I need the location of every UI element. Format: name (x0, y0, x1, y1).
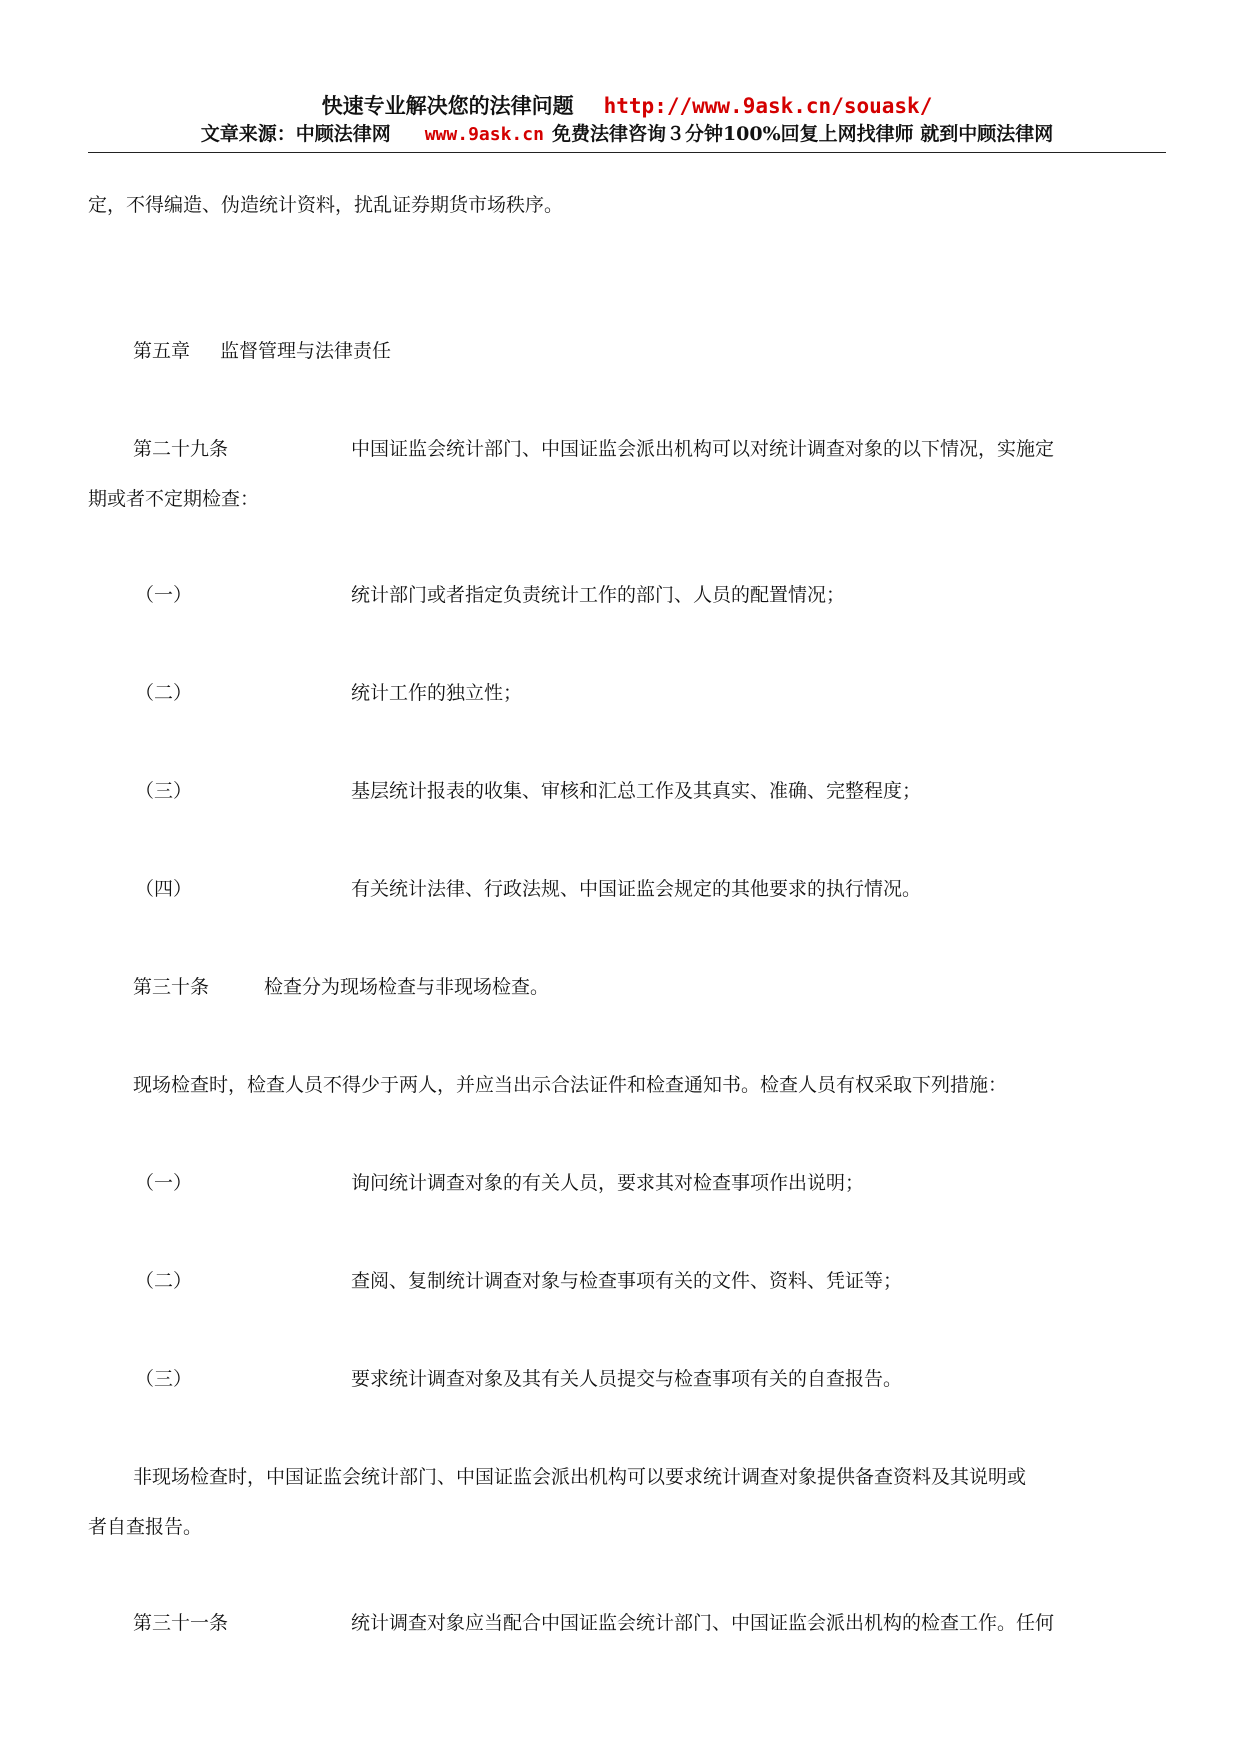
paragraph-onsite-inspection: 现场检查时，检查人员不得少于两人，并应当出示合法证件和检查通知书。检查人员有权采取下列措施： (133, 1074, 1008, 1096)
page-header (88, 92, 1166, 149)
paragraph-offsite-inspection: 非现场检查时，中国证监会统计部门、中国证监会派出机构可以要求统计调查对象提供备查资料及其说明或 (133, 1466, 1027, 1488)
header-url-link[interactable]: http://www.9ask.cn/souask/ (603, 94, 933, 118)
item-label: （三） (135, 780, 193, 802)
article-30-label: 第三十条 (133, 976, 210, 998)
header-tagline: 免费法律咨询３分钟100%回复上网找律师 就到中顾法律网 (551, 123, 1054, 145)
chapter-label: 第五章 (133, 340, 191, 362)
item-text: 基层统计报表的收集、审核和汇总工作及其真实、准确、完整程度； (351, 780, 922, 802)
article-29-text-cont: 期或者不定期检查： (88, 488, 260, 510)
item-text: 统计工作的独立性； (351, 682, 523, 704)
item-text: 有关统计法律、行政法规、中国证监会规定的其他要求的执行情况。 (351, 878, 922, 900)
item-label: （二） (135, 682, 193, 704)
chapter-title: 监督管理与法律责任 (220, 340, 392, 362)
header-site-link[interactable]: www.9ask.cn (424, 124, 544, 145)
paragraph-continuation: 定，不得编造、伪造统计资料，扰乱证券期货市场秩序。 (88, 194, 564, 216)
header-divider (88, 152, 1166, 153)
item-label: （四） (135, 878, 193, 900)
measure-label: （三） (135, 1368, 193, 1390)
header-line-1 (88, 92, 1166, 120)
measure-label: （一） (135, 1172, 193, 1194)
measure-text: 查阅、复制统计调查对象与检查事项有关的文件、资料、凭证等； (351, 1270, 903, 1292)
article-30-text: 检查分为现场检查与非现场检查。 (264, 976, 550, 998)
header-line-2 (88, 120, 1166, 149)
paragraph-offsite-inspection-cont: 者自查报告。 (88, 1516, 203, 1538)
item-text: 统计部门或者指定负责统计工作的部门、人员的配置情况； (351, 584, 846, 606)
article-31-label: 第三十一条 (133, 1612, 229, 1634)
header-source: 文章来源：中顾法律网 (200, 123, 391, 145)
measure-text: 要求统计调查对象及其有关人员提交与检查事项有关的自查报告。 (351, 1368, 903, 1390)
item-label: （一） (135, 584, 193, 606)
article-29-text: 中国证监会统计部门、中国证监会派出机构可以对统计调查对象的以下情况，实施定 (351, 438, 1055, 460)
article-31-text: 统计调查对象应当配合中国证监会统计部门、中国证监会派出机构的检查工作。任何 (351, 1612, 1055, 1634)
measure-text: 询问统计调查对象的有关人员，要求其对检查事项作出说明； (351, 1172, 865, 1194)
measure-label: （二） (135, 1270, 193, 1292)
article-29-label: 第二十九条 (133, 438, 229, 460)
header-slogan: 快速专业解决您的法律问题 (321, 93, 574, 118)
